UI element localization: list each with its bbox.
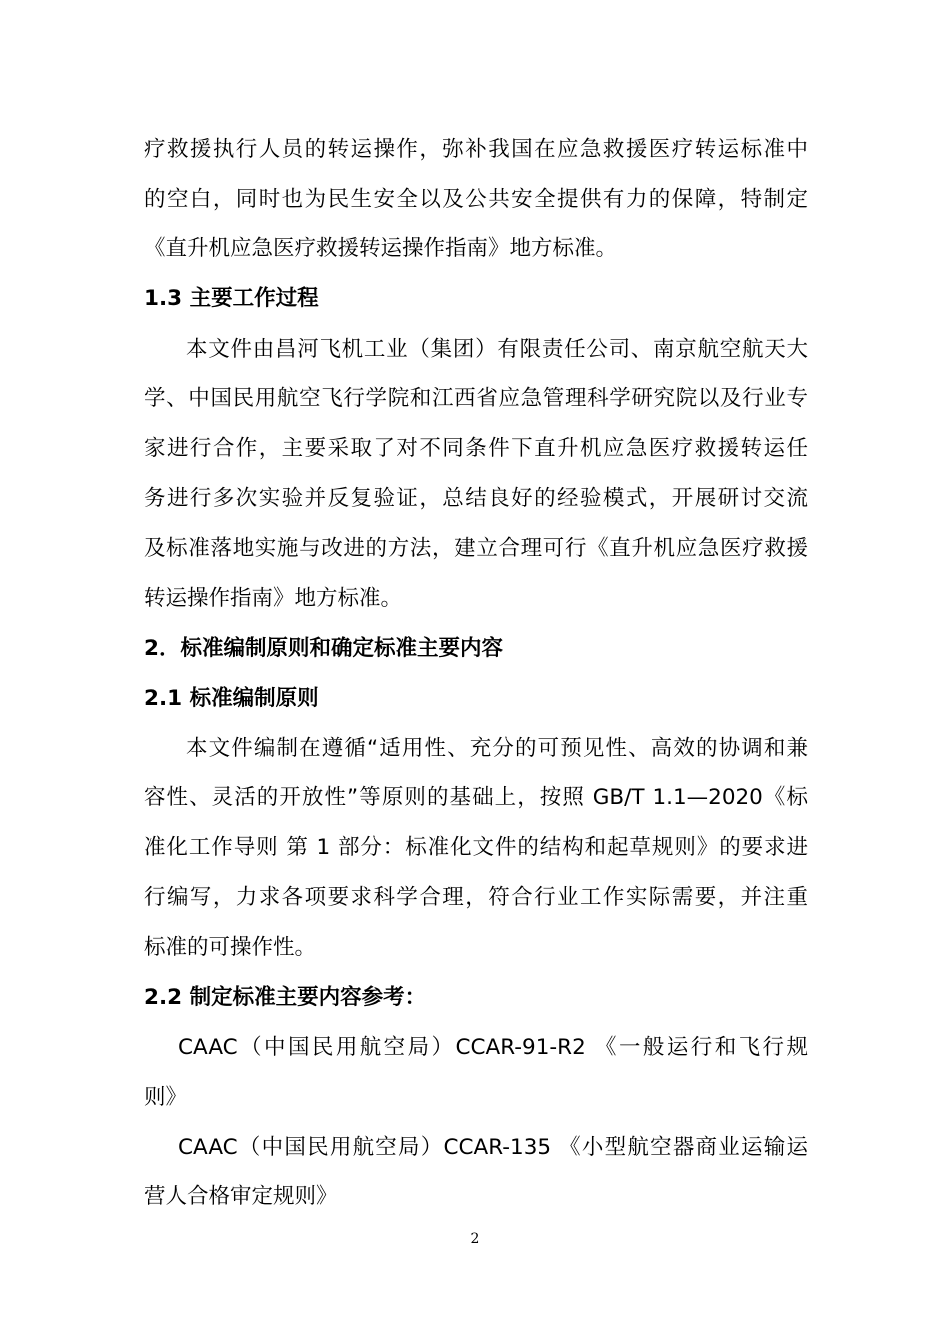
paragraph-1-3-line-3: 家进行合作，主要采取了对不同条件下直升机应急医疗救援转运任 [144,436,808,461]
paragraph-intro-line-1: 疗救援执行人员的转运操作，弥补我国在应急救援医疗转运标准中 [144,137,808,162]
heading-2: 2．标准编制原则和确定标准主要内容 [144,636,503,661]
paragraph-2-1-line-3: 准化工作导则 第 1 部分：标准化文件的结构和起草规则》的要求进 [144,835,808,860]
paragraph-1-3-line-6: 转运操作指南》地方标准。 [144,586,403,611]
reference-2-line-2: 营人合格审定规则》 [144,1184,338,1209]
reference-2-line-1: CAAC（中国民用航空局）CCAR-135 《小型航空器商业运输运 [178,1135,808,1160]
heading-2-2: 2.2 制定标准主要内容参考： [144,985,427,1010]
paragraph-1-3-line-1: 本文件由昌河飞机工业（集团）有限责任公司、南京航空航天大 [186,337,808,362]
paragraph-2-1-line-4: 行编写，力求各项要求科学合理，符合行业工作实际需要，并注重 [144,885,808,910]
paragraph-1-3-line-4: 务进行多次实验并反复验证，总结良好的经验模式，开展研讨交流 [144,486,808,511]
paragraph-intro-line-3: 《直升机应急医疗救援转运操作指南》地方标准。 [144,236,618,261]
reference-1-line-1: CAAC（中国民用航空局）CCAR-91-R2 《一般运行和飞行规 [178,1035,808,1060]
reference-1-line-2: 则》 [144,1085,188,1110]
paragraph-2-1-line-1: 本文件编制在遵循“适用性、充分的可预见性、高效的协调和兼 [186,736,808,761]
paragraph-1-3-line-2: 学、中国民用航空飞行学院和江西省应急管理科学研究院以及行业专 [144,386,808,411]
page-number: 2 [470,1231,480,1247]
paragraph-2-1-line-2: 容性、灵活的开放性”等原则的基础上，按照 GB/T 1.1—2020《标 [144,785,808,810]
heading-1-3: 1.3 主要工作过程 [144,286,319,311]
paragraph-intro-line-2: 的空白，同时也为民生安全以及公共安全提供有力的保障，特制定 [144,187,808,212]
paragraph-2-1-line-5: 标准的可操作性。 [144,935,317,960]
paragraph-1-3-line-5: 及标准落地实施与改进的方法，建立合理可行《直升机应急医疗救援 [144,536,808,561]
heading-2-1: 2.1 标准编制原则 [144,686,319,711]
